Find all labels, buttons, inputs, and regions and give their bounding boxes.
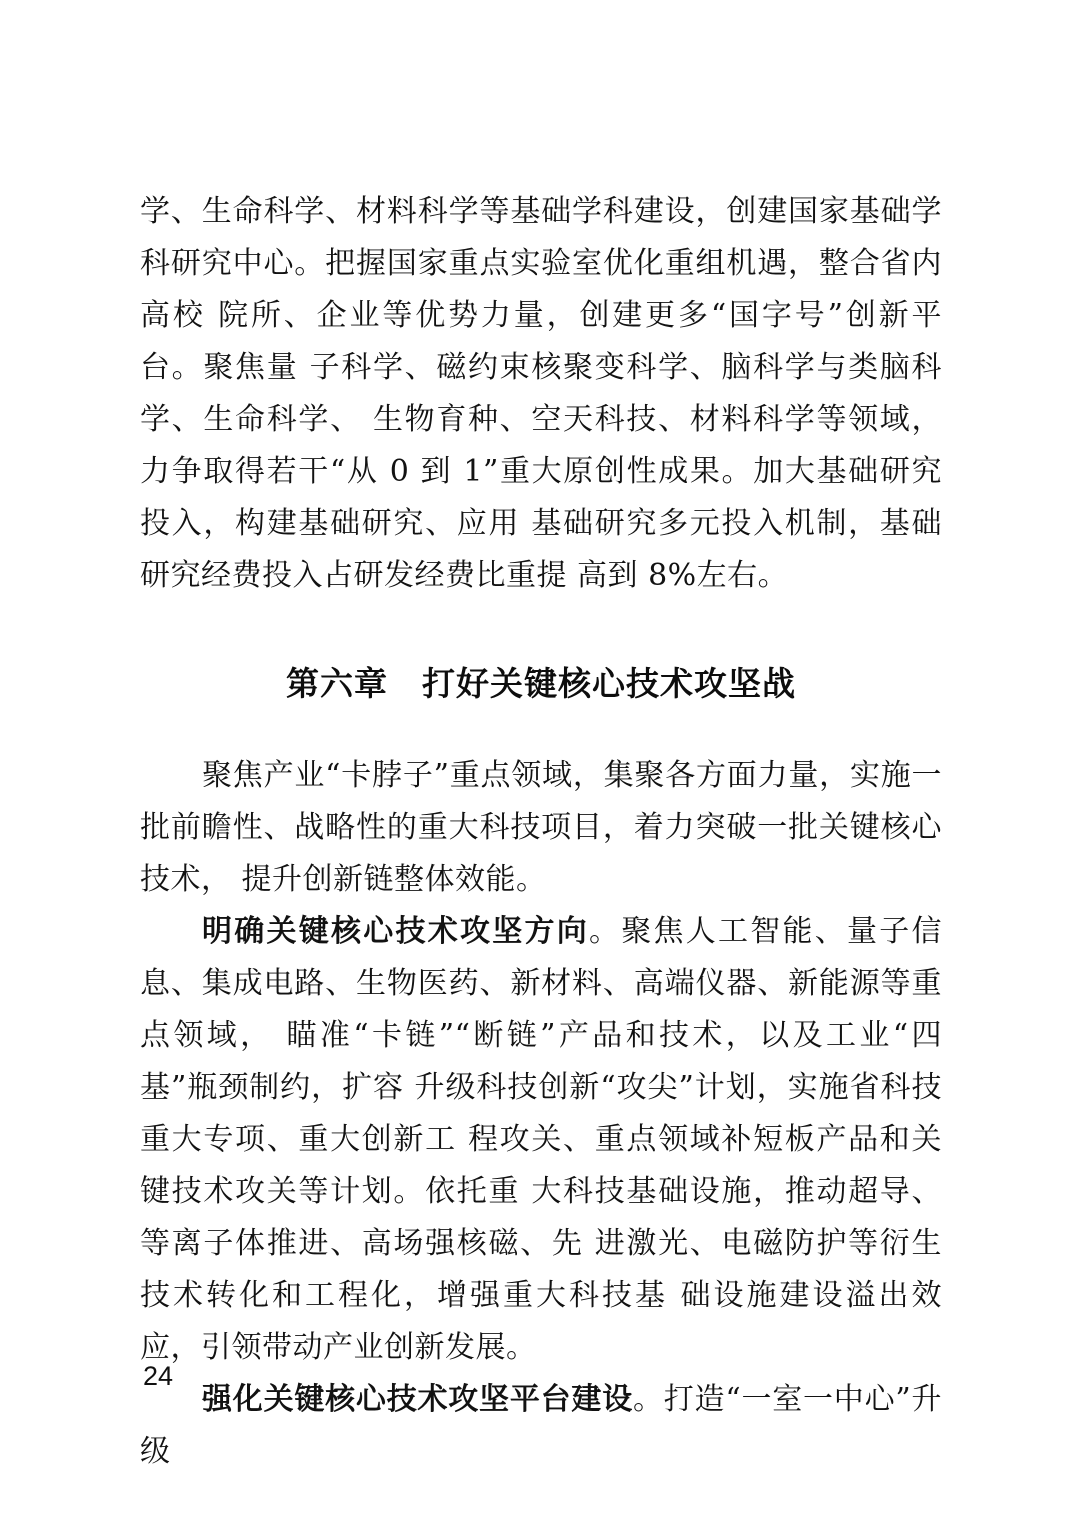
chapter-heading: 第六章 打好关键核心技术攻坚战 [286, 665, 796, 702]
paragraph-text-platform: 。打造“一室一中心”升级 [140, 1382, 942, 1469]
spacer-before-heading [140, 602, 942, 658]
paragraph-basic-research-continued: 学、生命科学、材料科学等基础学科建设，创建国家基础学科研究中心。把握国家重点实验室优化重组机遇，整合省内高校 院所、企业等优势力量，创建更多“国字号”创新平台。聚焦量 子科学、磁约束核聚变科学、脑科学与类脑科学、生命科学、 生物育种、空天科技、材料科学等领域，力争取得若干“从 0 到 1”重大原创性成果。加大基础研究投入，构建基础研究、应用 基础研究多元投入机制，基础研究经费投入占研发经费比重提 高到 8%左右。 [140, 194, 942, 593]
paragraph-platform-construction [140, 1374, 942, 1478]
paragraph-lead-platform: 强化关键核心技术攻坚平台建设 [202, 1382, 633, 1417]
page-body [140, 186, 942, 1478]
paragraph-lead-direction: 明确关键核心技术攻坚方向 [202, 914, 589, 949]
paragraph-key-technology-direction [140, 906, 942, 1374]
spacer-after-heading [140, 710, 942, 750]
paragraph-text-direction: 。聚焦人工智能、量子信息、集成电路、生物医药、新材料、高端仪器、新能源等重点领域， 瞄准“卡链”“断链”产品和技术，以及工业“四基”瓶颈制约，扩容 升级科技创新“攻尖”计划，实施省科技重大专项、重大创新工 程攻关、重点领域补短板产品和关键技术攻关等计划。依托重 大科技基础设施，推动超导、等离子体推进、高场强核磁、先 进激光、电磁防护等衍生技术转化和工程化，增强重大科技基 础设施建设溢出效应，引领带动产业创新发展。 [140, 914, 942, 1365]
paragraph-chapter-intro: 聚焦产业“卡脖子”重点领域，集聚各方面力量，实施一批前瞻性、战略性的重大科技项目，着力突破一批关键核心技术， 提升创新链整体效能。 [140, 758, 942, 897]
page-number: 24 [143, 1361, 174, 1391]
